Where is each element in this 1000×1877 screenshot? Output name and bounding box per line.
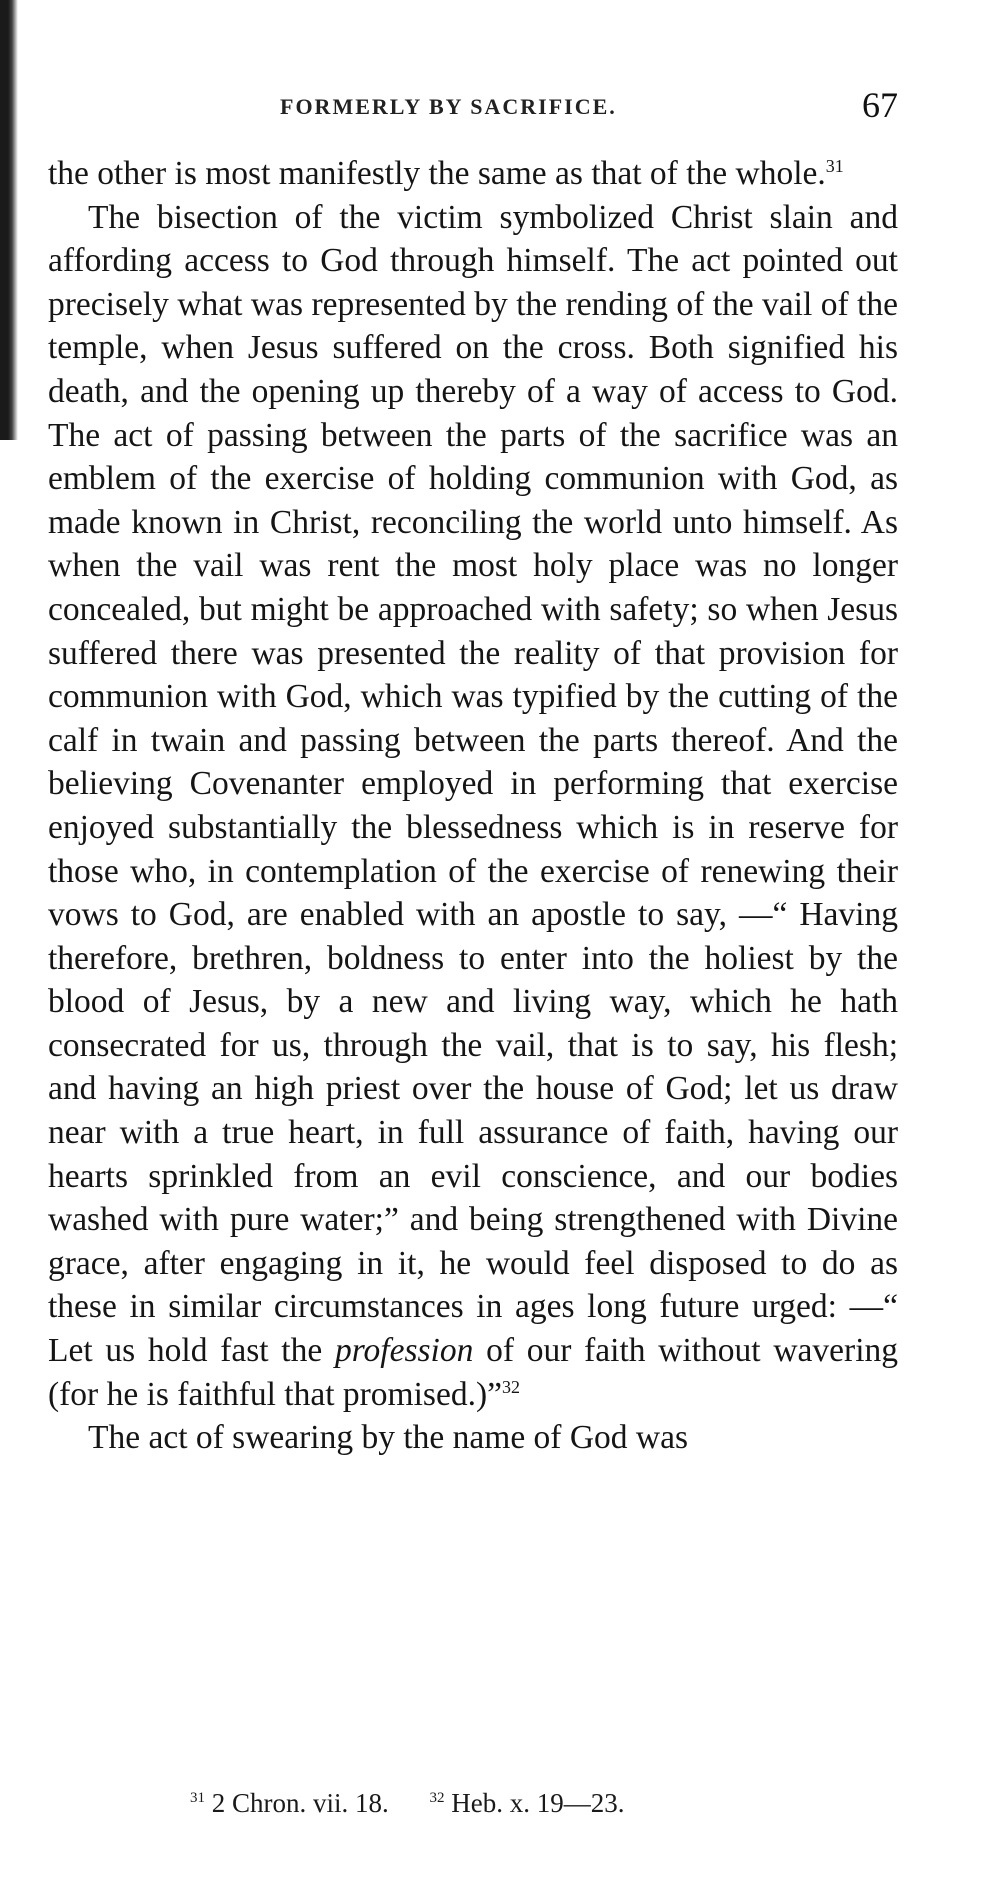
paragraph-1-text: the other is most manifestly the same as that of the whole. xyxy=(48,155,826,192)
paragraph-3 xyxy=(48,1416,898,1460)
running-title: FORMERLY BY SACRIFICE. xyxy=(280,94,617,119)
footnote-mark: 31 xyxy=(190,1790,205,1806)
paragraph-1 xyxy=(48,152,898,196)
footnote-ref-32: 32 xyxy=(501,1376,520,1397)
paragraph-3-text: The act of swearing by the name of God was xyxy=(88,1419,689,1457)
footnote-32 xyxy=(430,1788,625,1818)
paragraph-2 xyxy=(48,196,898,1417)
paragraph-2-end: of our faith without wavering (for he is faithful that promised.)” xyxy=(48,1332,898,1413)
footnote-text: 2 Chron. vii. 18. xyxy=(211,1788,389,1818)
page-header xyxy=(280,85,900,138)
page-number: 67 xyxy=(862,85,898,125)
footnotes xyxy=(190,1788,890,1819)
body-text xyxy=(48,152,898,1460)
footnote-ref-31: 31 xyxy=(825,155,844,176)
footnote-mark: 32 xyxy=(429,1790,445,1806)
page-edge-shadow xyxy=(0,0,18,440)
italic-word: profession xyxy=(334,1332,474,1370)
footnote-31 xyxy=(190,1788,389,1818)
footnote-text: Heb. x. 19—23. xyxy=(451,1788,625,1818)
paragraph-2-text: The bisection of the victim symbolized Christ slain and affording access to God through himself. The act pointed out precisely what was represented by the rending of the vail of the temple, when Jesus suffered on the cross. Both signified his death, and the opening up thereby of a way of access to God. The act of passing between the parts of the sacrifice was an emblem of the exercise of holding communion with God, as made known in Christ, reconciling the world unto himself. As when the vail was rent the most holy place was no longer concealed, but might be approached with safety; so when Jesus suffered there was presented the reality of that provision for communion with God, which was typified by the cutting of the calf in twain and passing between the parts thereof. And the believing Covenanter employed in performing that exercise enjoyed substantially the blessedness which is in reserve for those who, in contemplation of the exercise of renewing their vows to God, are enabled with an apostle to say, —“ Having therefore, brethren, boldness to enter into the holiest by the blood of Jesus, by a new and living way, which he hath consecrated for us, through the vail, that is to say, his flesh; and having an high priest over the house of God; let us draw near with a true heart, in full assurance of faith, having our hearts sprinkled from an evil conscience, and our bodies washed with pure water;” and being strengthened with Divine grace, after engaging in it, he would feel disposed to do as these in similar circumstances in ages long future urged: —“ Let us hold fast the xyxy=(48,198,898,1370)
